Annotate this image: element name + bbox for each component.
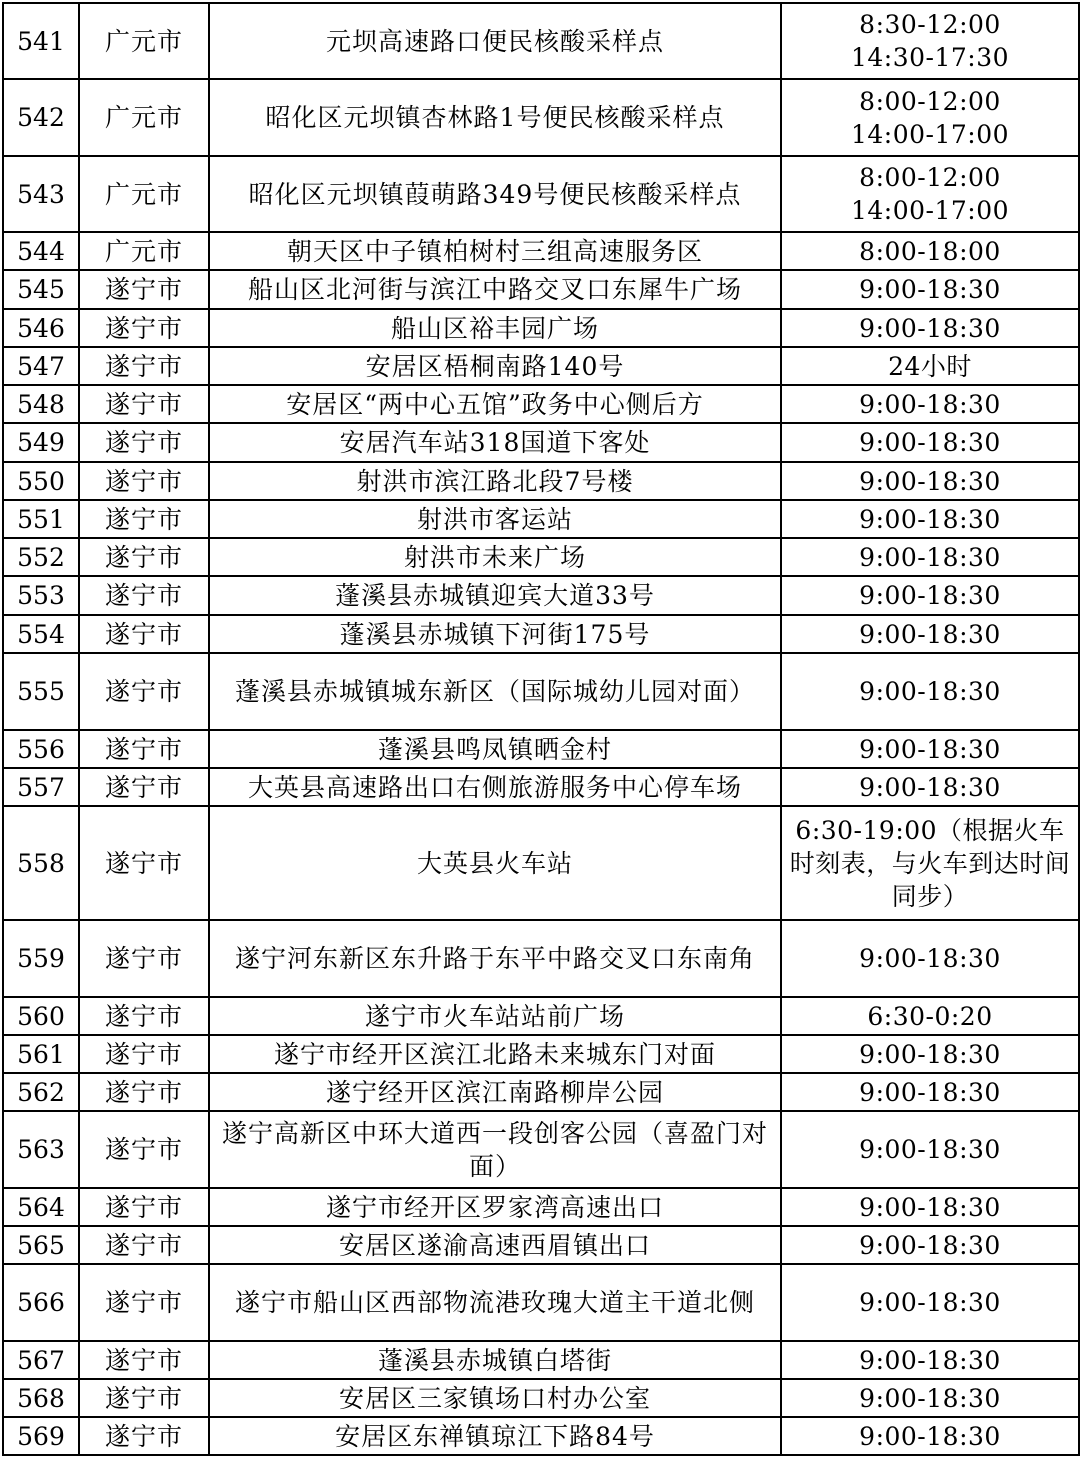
table-row — [3, 156, 1079, 232]
city-cell: 遂宁市 — [79, 1035, 209, 1073]
hours-cell — [781, 806, 1079, 920]
hours-line: 9:00-18:30 — [859, 1192, 1001, 1222]
hours-line: 9:00-18:30 — [859, 619, 1001, 649]
row-number: 553 — [3, 576, 79, 615]
table-row — [3, 232, 1079, 270]
hours-line: 9:00-18:30 — [859, 734, 1001, 764]
hours-cell — [781, 1341, 1079, 1379]
city-cell: 遂宁市 — [79, 730, 209, 768]
table-row — [3, 423, 1079, 462]
table-row — [3, 1379, 1079, 1417]
hours-cell — [781, 1226, 1079, 1264]
hours-cell — [781, 500, 1079, 538]
row-number: 554 — [3, 615, 79, 653]
table-row — [3, 653, 1079, 730]
hours-cell — [781, 462, 1079, 500]
table-row — [3, 1226, 1079, 1264]
table-row — [3, 1111, 1079, 1188]
hours-cell — [781, 156, 1079, 232]
table-row — [3, 1417, 1079, 1455]
row-number: 542 — [3, 79, 79, 156]
address-cell: 安居汽车站318国道下客处 — [209, 423, 781, 462]
address-cell: 遂宁河东新区东升路于东平中路交叉口东南角 — [209, 920, 781, 997]
hours-line: 9:00-18:30 — [859, 1383, 1001, 1413]
address-cell: 安居区东禅镇琼江下路84号 — [209, 1417, 781, 1455]
city-cell: 遂宁市 — [79, 768, 209, 806]
city-cell: 遂宁市 — [79, 1188, 209, 1226]
address-cell: 蓬溪县赤城镇下河街175号 — [209, 615, 781, 653]
city-cell: 遂宁市 — [79, 806, 209, 920]
hours-cell — [781, 1417, 1079, 1455]
address-cell: 朝天区中子镇柏树村三组高速服务区 — [209, 232, 781, 270]
city-cell: 遂宁市 — [79, 653, 209, 730]
row-number: 548 — [3, 385, 79, 423]
address-cell: 大英县高速路出口右侧旅游服务中心停车场 — [209, 768, 781, 806]
address-cell: 遂宁市经开区罗家湾高速出口 — [209, 1188, 781, 1226]
table-row — [3, 576, 1079, 615]
hours-cell — [781, 1073, 1079, 1111]
hours-line: 9:00-18:30 — [859, 1421, 1001, 1451]
row-number: 546 — [3, 309, 79, 347]
city-cell: 遂宁市 — [79, 1341, 209, 1379]
address-cell: 蓬溪县赤城镇城东新区（国际城幼儿园对面） — [209, 653, 781, 730]
city-cell: 遂宁市 — [79, 423, 209, 462]
hours-line: 8:30-12:00 — [859, 10, 1001, 39]
hours-line: 9:00-18:30 — [859, 944, 1001, 973]
table-row — [3, 768, 1079, 806]
hours-line: 9:00-18:30 — [859, 1039, 1001, 1069]
city-cell: 遂宁市 — [79, 920, 209, 997]
hours-cell — [781, 576, 1079, 615]
hours-cell — [781, 653, 1079, 730]
city-cell: 遂宁市 — [79, 538, 209, 576]
hours-line: 9:00-18:30 — [859, 1345, 1001, 1375]
hours-line: 9:00-18:30 — [859, 389, 1001, 419]
address-cell: 安居区“两中心五馆”政务中心侧后方 — [209, 385, 781, 423]
row-number: 556 — [3, 730, 79, 768]
hours-line: 6:30-19:00（根据火车时刻表，与火车到达时间同步） — [789, 815, 1071, 911]
hours-cell — [781, 347, 1079, 385]
hours-line: 9:00-18:30 — [859, 466, 1001, 496]
table-row — [3, 920, 1079, 997]
city-cell: 遂宁市 — [79, 1264, 209, 1341]
hours-cell — [781, 232, 1079, 270]
hours-line: 14:00-17:00 — [850, 196, 1010, 225]
hours-line: 9:00-18:30 — [859, 542, 1001, 572]
hours-line: 9:00-18:30 — [859, 504, 1001, 534]
address-cell: 蓬溪县赤城镇白塔街 — [209, 1341, 781, 1379]
city-cell: 遂宁市 — [79, 500, 209, 538]
row-number: 561 — [3, 1035, 79, 1073]
row-number: 564 — [3, 1188, 79, 1226]
hours-line: 9:00-18:30 — [859, 1077, 1001, 1107]
city-cell: 遂宁市 — [79, 309, 209, 347]
hours-cell — [781, 1035, 1079, 1073]
hours-line: 9:00-18:30 — [859, 313, 1001, 343]
address-cell: 安居区梧桐南路140号 — [209, 347, 781, 385]
hours-cell — [781, 79, 1079, 156]
row-number: 549 — [3, 423, 79, 462]
row-number: 559 — [3, 920, 79, 997]
city-cell: 遂宁市 — [79, 385, 209, 423]
hours-line: 9:00-18:30 — [859, 772, 1001, 802]
table-row — [3, 1264, 1079, 1341]
hours-line: 8:00-12:00 — [859, 86, 1001, 116]
hours-line: 9:00-18:30 — [859, 677, 1001, 706]
address-cell: 遂宁市经开区滨江北路未来城东门对面 — [209, 1035, 781, 1073]
table-row — [3, 270, 1079, 309]
hours-cell — [781, 1264, 1079, 1341]
hours-cell — [781, 1111, 1079, 1188]
row-number: 563 — [3, 1111, 79, 1188]
address-cell: 昭化区元坝镇杏林路1号便民核酸采样点 — [209, 79, 781, 156]
table-row — [3, 1035, 1079, 1073]
address-cell: 蓬溪县鸣凤镇晒金村 — [209, 730, 781, 768]
hours-cell — [781, 1379, 1079, 1417]
address-cell: 安居区遂渝高速西眉镇出口 — [209, 1226, 781, 1264]
city-cell: 遂宁市 — [79, 576, 209, 615]
address-cell: 射洪市未来广场 — [209, 538, 781, 576]
address-cell: 遂宁高新区中环大道西一段创客公园（喜盈门对面） — [209, 1111, 781, 1188]
row-number: 541 — [3, 3, 79, 79]
table-row — [3, 615, 1079, 653]
address-cell: 船山区裕丰园广场 — [209, 309, 781, 347]
hours-cell — [781, 768, 1079, 806]
city-cell: 遂宁市 — [79, 462, 209, 500]
hours-cell — [781, 3, 1079, 79]
sampling-sites-table — [2, 2, 1080, 1456]
row-number: 560 — [3, 997, 79, 1035]
table-row — [3, 1188, 1079, 1226]
city-cell: 广元市 — [79, 232, 209, 270]
address-cell: 射洪市客运站 — [209, 500, 781, 538]
address-cell: 昭化区元坝镇葭萌路349号便民核酸采样点 — [209, 156, 781, 232]
row-number: 558 — [3, 806, 79, 920]
city-cell: 遂宁市 — [79, 615, 209, 653]
row-number: 566 — [3, 1264, 79, 1341]
hours-cell — [781, 920, 1079, 997]
hours-line: 9:00-18:30 — [859, 581, 1001, 610]
table-row — [3, 347, 1079, 385]
table-row — [3, 79, 1079, 156]
city-cell: 广元市 — [79, 156, 209, 232]
row-number: 557 — [3, 768, 79, 806]
hours-line: 9:00-18:30 — [859, 1230, 1001, 1260]
address-cell: 安居区三家镇场口村办公室 — [209, 1379, 781, 1417]
row-number: 552 — [3, 538, 79, 576]
city-cell: 遂宁市 — [79, 1417, 209, 1455]
table-row — [3, 538, 1079, 576]
hours-line: 14:00-17:00 — [850, 119, 1010, 149]
hours-cell — [781, 270, 1079, 309]
hours-line: 24小时 — [888, 351, 972, 381]
row-number: 567 — [3, 1341, 79, 1379]
table-row — [3, 309, 1079, 347]
row-number: 545 — [3, 270, 79, 309]
row-number: 565 — [3, 1226, 79, 1264]
hours-cell — [781, 615, 1079, 653]
address-cell: 遂宁市船山区西部物流港玫瑰大道主干道北侧 — [209, 1264, 781, 1341]
address-cell: 射洪市滨江路北段7号楼 — [209, 462, 781, 500]
hours-line: 9:00-18:30 — [859, 1288, 1001, 1317]
city-cell: 遂宁市 — [79, 1111, 209, 1188]
hours-cell — [781, 730, 1079, 768]
hours-cell — [781, 385, 1079, 423]
city-cell: 遂宁市 — [79, 270, 209, 309]
city-cell: 遂宁市 — [79, 997, 209, 1035]
address-cell: 船山区北河街与滨江中路交叉口东犀牛广场 — [209, 270, 781, 309]
table-row — [3, 997, 1079, 1035]
table-body — [3, 3, 1079, 1455]
table-row — [3, 1073, 1079, 1111]
city-cell: 遂宁市 — [79, 1073, 209, 1111]
hours-line: 8:00-18:00 — [859, 236, 1001, 266]
hours-line: 9:00-18:30 — [859, 428, 1001, 457]
row-number: 555 — [3, 653, 79, 730]
address-cell: 元坝高速路口便民核酸采样点 — [209, 3, 781, 79]
hours-line: 9:00-18:30 — [859, 275, 1001, 304]
hours-cell — [781, 997, 1079, 1035]
row-number: 569 — [3, 1417, 79, 1455]
city-cell: 遂宁市 — [79, 347, 209, 385]
row-number: 547 — [3, 347, 79, 385]
hours-cell — [781, 538, 1079, 576]
table-row — [3, 462, 1079, 500]
table-row — [3, 385, 1079, 423]
hours-line: 9:00-18:30 — [859, 1135, 1001, 1164]
table-row — [3, 806, 1079, 920]
row-number: 568 — [3, 1379, 79, 1417]
row-number: 550 — [3, 462, 79, 500]
hours-line: 14:30-17:30 — [850, 43, 1010, 72]
row-number: 551 — [3, 500, 79, 538]
address-cell: 遂宁经开区滨江南路柳岸公园 — [209, 1073, 781, 1111]
address-cell: 遂宁市火车站站前广场 — [209, 997, 781, 1035]
hours-line: 8:00-12:00 — [859, 163, 1001, 192]
city-cell: 广元市 — [79, 3, 209, 79]
city-cell: 遂宁市 — [79, 1379, 209, 1417]
row-number: 543 — [3, 156, 79, 232]
city-cell: 遂宁市 — [79, 1226, 209, 1264]
table-row — [3, 500, 1079, 538]
hours-line: 6:30-0:20 — [867, 1001, 993, 1031]
hours-cell — [781, 309, 1079, 347]
address-cell: 大英县火车站 — [209, 806, 781, 920]
hours-cell — [781, 423, 1079, 462]
row-number: 562 — [3, 1073, 79, 1111]
table-row — [3, 1341, 1079, 1379]
hours-cell — [781, 1188, 1079, 1226]
city-cell: 广元市 — [79, 79, 209, 156]
address-cell: 蓬溪县赤城镇迎宾大道33号 — [209, 576, 781, 615]
row-number: 544 — [3, 232, 79, 270]
table-row — [3, 730, 1079, 768]
table-row — [3, 3, 1079, 79]
